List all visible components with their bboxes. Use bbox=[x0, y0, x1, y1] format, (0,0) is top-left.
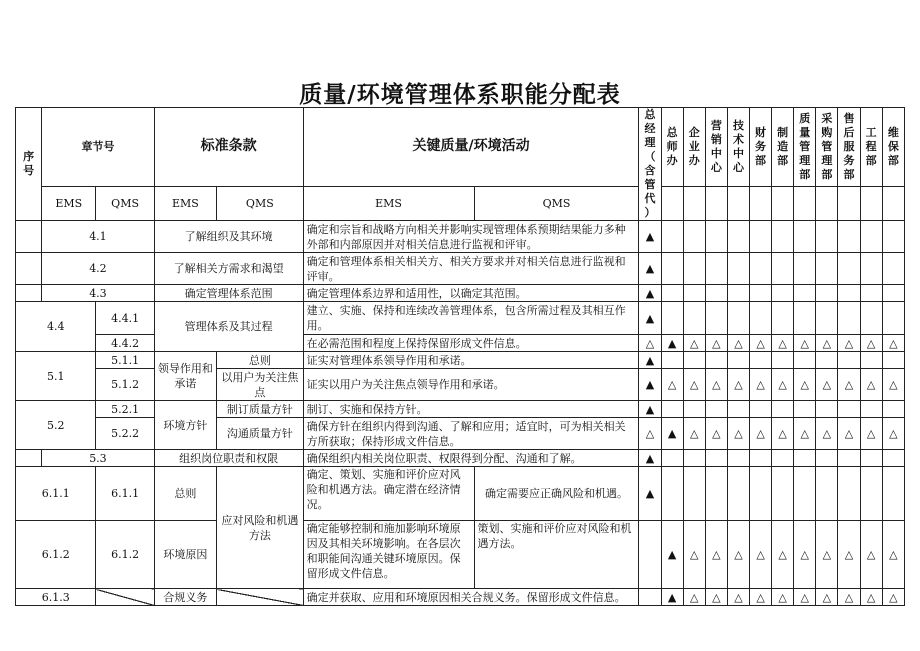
dept-mark-0: ▲ bbox=[639, 467, 661, 521]
dept-mark-11: △ bbox=[882, 521, 904, 589]
seq-header: 序 号 bbox=[16, 108, 42, 221]
dept-mark-6 bbox=[772, 450, 794, 467]
dept-mark-9 bbox=[838, 450, 860, 467]
clause-ems: EMS bbox=[154, 186, 216, 220]
dept-mark-8: △ bbox=[816, 369, 838, 401]
dept-mark-6: △ bbox=[772, 521, 794, 589]
dept-mark-2: △ bbox=[683, 521, 705, 589]
dept-mark-11: △ bbox=[882, 335, 904, 352]
clause-cell: 组织岗位职责和权限 bbox=[154, 450, 303, 467]
qms-clause-cell: 以用户为关注焦点 bbox=[217, 369, 303, 401]
activity-cell: 确定并获取、应用和环境原因相关合规义务。保留形成文件信息。 bbox=[303, 589, 639, 606]
chapter-header: 章节号 bbox=[42, 108, 155, 187]
dept-mark-8: △ bbox=[816, 418, 838, 450]
dept-mark-5: △ bbox=[750, 335, 772, 352]
dept-mark-8 bbox=[816, 285, 838, 302]
dept-mark-2 bbox=[683, 352, 705, 369]
dept-mark-2 bbox=[683, 221, 705, 253]
dept-header-10: 工 程 部 bbox=[860, 108, 882, 187]
dept-mark-9: △ bbox=[838, 521, 860, 589]
dept-mark-10: △ bbox=[860, 521, 882, 589]
subchapter-cell: 5.2.2 bbox=[96, 418, 154, 450]
dept-mark-3 bbox=[705, 302, 727, 335]
dept-mark-4 bbox=[727, 401, 749, 418]
dept-mark-3 bbox=[705, 401, 727, 418]
page-title: 质量/环境管理体系职能分配表 bbox=[299, 82, 621, 108]
clause-cell: 合规义务 bbox=[154, 589, 216, 606]
dept-mark-6: △ bbox=[772, 335, 794, 352]
dept-mark-3 bbox=[705, 352, 727, 369]
dept-mark-8 bbox=[816, 221, 838, 253]
dept-mark-1: ▲ bbox=[661, 418, 683, 450]
dept-header-8: 采 购 管 理 部 bbox=[816, 108, 838, 187]
dept-mark-2 bbox=[683, 450, 705, 467]
dept-mark-10: △ bbox=[860, 418, 882, 450]
dept-mark-10: △ bbox=[860, 335, 882, 352]
ems-activity-cell: 确定能够控制和施加影响环境原因及其相关环境影响。在各层次和职能间沟通关键环境原因。保留形成文件信息。 bbox=[303, 521, 474, 589]
dept-mark-3: △ bbox=[705, 521, 727, 589]
dept-mark-2 bbox=[683, 467, 705, 521]
dept-mark-3: △ bbox=[705, 418, 727, 450]
qms-chapter-cell: 6.1.1 bbox=[96, 467, 154, 521]
dept-mark-0: ▲ bbox=[639, 450, 661, 467]
empty-diagonal-cell bbox=[96, 589, 154, 606]
dept-mark-3: △ bbox=[705, 369, 727, 401]
clause-qms: QMS bbox=[217, 186, 303, 220]
dept-mark-10: △ bbox=[860, 369, 882, 401]
dept-mark-4 bbox=[727, 302, 749, 335]
dept-mark-10 bbox=[860, 285, 882, 302]
dept-mark-9 bbox=[838, 285, 860, 302]
dept-mark-6 bbox=[772, 253, 794, 285]
dept-mark-9 bbox=[838, 467, 860, 521]
dept-mark-6 bbox=[772, 285, 794, 302]
dept-mark-2 bbox=[683, 302, 705, 335]
dept-mark-1 bbox=[661, 401, 683, 418]
dept-header-3: 营 销 中 心 bbox=[705, 108, 727, 187]
table-row bbox=[16, 302, 905, 335]
dept-mark-7: △ bbox=[794, 369, 816, 401]
qms-clause-cell: 制订质量方针 bbox=[217, 401, 303, 418]
dept-mark-2 bbox=[683, 285, 705, 302]
clause-cell: 管理体系及其过程 bbox=[154, 302, 303, 352]
header-row-1 bbox=[16, 108, 905, 187]
clause-cell: 了解组织及其环境 bbox=[154, 221, 303, 253]
chapter-cell: 4.2 bbox=[42, 253, 155, 285]
dept-mark-0: ▲ bbox=[639, 352, 661, 369]
dept-mark-5 bbox=[750, 285, 772, 302]
dept-mark-0: ▲ bbox=[639, 369, 661, 401]
dept-header-9: 售 后 服 务 部 bbox=[838, 108, 860, 187]
dept-mark-1 bbox=[661, 253, 683, 285]
dept-mark-6 bbox=[772, 302, 794, 335]
dept-mark-9: △ bbox=[838, 335, 860, 352]
dept-mark-3 bbox=[705, 285, 727, 302]
dept-mark-11 bbox=[882, 401, 904, 418]
dept-mark-6 bbox=[772, 467, 794, 521]
dept-mark-1: △ bbox=[661, 369, 683, 401]
dept-mark-11 bbox=[882, 221, 904, 253]
dept-mark-10 bbox=[860, 221, 882, 253]
table-row bbox=[16, 369, 905, 401]
ems-chapter-cell: 6.1.3 bbox=[16, 589, 96, 606]
dept-mark-4: △ bbox=[727, 418, 749, 450]
dept-mark-11: △ bbox=[882, 589, 904, 606]
dept-mark-4: △ bbox=[727, 369, 749, 401]
dept-mark-0: ▲ bbox=[639, 253, 661, 285]
dept-mark-7 bbox=[794, 401, 816, 418]
dept-mark-5 bbox=[750, 401, 772, 418]
qms-clause-cell: 沟通质量方针 bbox=[217, 418, 303, 450]
dept-mark-0 bbox=[639, 521, 661, 589]
dept-mark-7: △ bbox=[794, 418, 816, 450]
dept-mark-5 bbox=[750, 302, 772, 335]
dept-mark-1 bbox=[661, 221, 683, 253]
dept-mark-0: ▲ bbox=[639, 285, 661, 302]
activity-cell: 建立、实施、保持和连续改善管理体系，包含所需过程及其相互作用。 bbox=[303, 302, 639, 335]
dept-mark-3 bbox=[705, 467, 727, 521]
dept-mark-4 bbox=[727, 221, 749, 253]
dept-mark-10 bbox=[860, 253, 882, 285]
dept-mark-7 bbox=[794, 253, 816, 285]
clause-cell: 了解相关方需求和渴望 bbox=[154, 253, 303, 285]
dept-mark-3 bbox=[705, 450, 727, 467]
dept-mark-9 bbox=[838, 302, 860, 335]
table-row bbox=[16, 253, 905, 285]
dept-mark-11: △ bbox=[882, 418, 904, 450]
activity-cell: 证实对管理体系领导作用和承诺。 bbox=[303, 352, 639, 369]
table-row bbox=[16, 418, 905, 450]
dept-mark-8: △ bbox=[816, 521, 838, 589]
activity-cell: 确保组织内相关岗位职责、权限得到分配、沟通和了解。 bbox=[303, 450, 639, 467]
dept-header-5: 财 务 部 bbox=[750, 108, 772, 187]
dept-mark-7 bbox=[794, 302, 816, 335]
function-allocation-table bbox=[15, 107, 905, 606]
dept-mark-5: △ bbox=[750, 521, 772, 589]
activity-cell: 确定管理体系边界和适用性，以确定其范围。 bbox=[303, 285, 639, 302]
dept-mark-0 bbox=[639, 589, 661, 606]
activity-cell: 确保方针在组织内得到沟通、了解和应用；适宜时，可为相关相关方所获取；保持形成文件信息。 bbox=[303, 418, 639, 450]
dept-mark-2 bbox=[683, 253, 705, 285]
table-row bbox=[16, 352, 905, 369]
qms-chapter-cell: 6.1.2 bbox=[96, 521, 154, 589]
dept-mark-9 bbox=[838, 253, 860, 285]
qms-clause-cell: 总则 bbox=[217, 352, 303, 369]
dept-mark-7: △ bbox=[794, 335, 816, 352]
dept-mark-7 bbox=[794, 450, 816, 467]
chapter-ems: EMS bbox=[42, 186, 96, 220]
dept-mark-1 bbox=[661, 467, 683, 521]
dept-header-1: 总 师 办 bbox=[661, 108, 683, 187]
clause-cell: 环境方针 bbox=[154, 401, 216, 450]
ems-chapter-cell: 6.1.1 bbox=[16, 467, 96, 521]
dept-mark-9: △ bbox=[838, 369, 860, 401]
dept-mark-11 bbox=[882, 253, 904, 285]
table-row bbox=[16, 450, 905, 467]
activity-cell: 制订、实施和保持方针。 bbox=[303, 401, 639, 418]
clause-cell: 确定管理体系范围 bbox=[154, 285, 303, 302]
dept-mark-10 bbox=[860, 467, 882, 521]
dept-mark-2 bbox=[683, 401, 705, 418]
dept-mark-0: △ bbox=[639, 418, 661, 450]
dept-mark-8 bbox=[816, 253, 838, 285]
dept-mark-1 bbox=[661, 285, 683, 302]
table-row bbox=[16, 285, 905, 302]
dept-mark-8 bbox=[816, 401, 838, 418]
dept-mark-1 bbox=[661, 302, 683, 335]
table-row bbox=[16, 589, 905, 606]
dept-mark-9: △ bbox=[838, 418, 860, 450]
dept-mark-5: △ bbox=[750, 589, 772, 606]
dept-mark-11 bbox=[882, 450, 904, 467]
dept-mark-8 bbox=[816, 450, 838, 467]
dept-mark-0: △ bbox=[639, 335, 661, 352]
dept-header-4: 技 术 中 心 bbox=[727, 108, 749, 187]
dept-mark-4 bbox=[727, 285, 749, 302]
dept-mark-7 bbox=[794, 221, 816, 253]
dept-mark-5: △ bbox=[750, 418, 772, 450]
dept-mark-7: △ bbox=[794, 589, 816, 606]
dept-header-2: 企 业 办 bbox=[683, 108, 705, 187]
dept-header-6: 制 造 部 bbox=[772, 108, 794, 187]
dept-mark-1: ▲ bbox=[661, 521, 683, 589]
clause-cell: 环境原因 bbox=[154, 521, 216, 589]
dept-mark-4: △ bbox=[727, 335, 749, 352]
chapter-cell: 4.3 bbox=[42, 285, 155, 302]
dept-mark-5 bbox=[750, 221, 772, 253]
dept-mark-11 bbox=[882, 285, 904, 302]
subchapter-cell: 4.4.2 bbox=[96, 335, 154, 352]
dept-mark-4: △ bbox=[727, 521, 749, 589]
dept-mark-4: △ bbox=[727, 589, 749, 606]
table-row bbox=[16, 401, 905, 418]
ems-chapter-cell: 6.1.2 bbox=[16, 521, 96, 589]
subchapter-cell: 5.1.1 bbox=[96, 352, 154, 369]
dept-mark-7: △ bbox=[794, 521, 816, 589]
dept-mark-2: △ bbox=[683, 589, 705, 606]
dept-mark-10 bbox=[860, 450, 882, 467]
dept-mark-4 bbox=[727, 352, 749, 369]
dept-mark-5 bbox=[750, 352, 772, 369]
dept-mark-0: ▲ bbox=[639, 302, 661, 335]
dept-mark-6: △ bbox=[772, 589, 794, 606]
qms-activity-cell: 确定需要应正确风险和机遇。 bbox=[474, 467, 639, 521]
dept-mark-4 bbox=[727, 467, 749, 521]
dept-mark-3 bbox=[705, 253, 727, 285]
dept-mark-1 bbox=[661, 352, 683, 369]
dept-mark-10 bbox=[860, 401, 882, 418]
table-row bbox=[16, 521, 905, 589]
dept-mark-8 bbox=[816, 352, 838, 369]
activity-cell: 确定和管理体系相关相关方、相关方要求并对相关信息进行监视和评审。 bbox=[303, 253, 639, 285]
header-row-2 bbox=[16, 186, 905, 220]
activity-qms: QMS bbox=[474, 186, 639, 220]
dept-mark-6: △ bbox=[772, 369, 794, 401]
table-row bbox=[16, 335, 905, 352]
dept-header-0: 总 经 理 （ 含 管 代 ） bbox=[639, 108, 661, 221]
dept-mark-9 bbox=[838, 352, 860, 369]
dept-mark-11: △ bbox=[882, 369, 904, 401]
dept-mark-2: △ bbox=[683, 335, 705, 352]
empty-diagonal-cell bbox=[217, 589, 303, 606]
dept-mark-9: △ bbox=[838, 589, 860, 606]
dept-mark-5 bbox=[750, 450, 772, 467]
dept-mark-10 bbox=[860, 302, 882, 335]
dept-mark-0: ▲ bbox=[639, 401, 661, 418]
table-row bbox=[16, 221, 905, 253]
dept-mark-6 bbox=[772, 352, 794, 369]
clause-cell: 总则 bbox=[154, 467, 216, 521]
dept-mark-1: ▲ bbox=[661, 335, 683, 352]
dept-mark-2: △ bbox=[683, 369, 705, 401]
dept-mark-11 bbox=[882, 302, 904, 335]
table-row bbox=[16, 467, 905, 521]
dept-mark-5 bbox=[750, 467, 772, 521]
chapter-cell: 4.1 bbox=[42, 221, 155, 253]
chapter-cell: 5.3 bbox=[42, 450, 155, 467]
dept-mark-8: △ bbox=[816, 335, 838, 352]
dept-mark-4 bbox=[727, 450, 749, 467]
clause-header: 标准条款 bbox=[154, 108, 303, 187]
dept-mark-10 bbox=[860, 352, 882, 369]
dept-mark-7 bbox=[794, 352, 816, 369]
subchapter-cell: 5.1.2 bbox=[96, 369, 154, 401]
dept-mark-3: △ bbox=[705, 335, 727, 352]
activity-cell: 证实以用户为关注焦点领导作用和承诺。 bbox=[303, 369, 639, 401]
dept-mark-1 bbox=[661, 450, 683, 467]
dept-mark-11 bbox=[882, 467, 904, 521]
dept-mark-10: △ bbox=[860, 589, 882, 606]
dept-mark-9 bbox=[838, 401, 860, 418]
dept-mark-8: △ bbox=[816, 589, 838, 606]
dept-mark-7 bbox=[794, 285, 816, 302]
qms-activity-cell: 策划、实施和评价应对风险和机遇方法。 bbox=[474, 521, 639, 589]
activity-cell: 在必需范围和程度上保持保留形成文件信息。 bbox=[303, 335, 639, 352]
chapter-cell: 5.2 bbox=[16, 401, 96, 450]
dept-mark-0: ▲ bbox=[639, 221, 661, 253]
activity-header: 关键质量/环境活动 bbox=[303, 108, 639, 187]
dept-mark-11 bbox=[882, 352, 904, 369]
activity-ems: EMS bbox=[303, 186, 474, 220]
dept-mark-1: ▲ bbox=[661, 589, 683, 606]
dept-mark-5: △ bbox=[750, 369, 772, 401]
activity-cell: 确定和宗旨和战略方向相关并影响实现管理体系预期结果能力多种外部和内部原因并对相关信息进行监视和评审。 bbox=[303, 221, 639, 253]
dept-mark-5 bbox=[750, 253, 772, 285]
dept-mark-7 bbox=[794, 467, 816, 521]
dept-mark-9 bbox=[838, 221, 860, 253]
chapter-cell: 4.4 bbox=[16, 302, 96, 352]
subchapter-cell: 4.4.1 bbox=[96, 302, 154, 335]
dept-header-11: 维 保 部 bbox=[882, 108, 904, 187]
dept-mark-3: △ bbox=[705, 589, 727, 606]
clause-cell: 领导作用和承诺 bbox=[154, 352, 216, 401]
qms-clause-cell: 应对风险和机遇方法 bbox=[217, 467, 303, 589]
dept-header-7: 质 量 管 理 部 bbox=[794, 108, 816, 187]
ems-activity-cell: 确定、策划、实施和评价应对风险和机遇方法。确定潜在经济情况。 bbox=[303, 467, 474, 521]
dept-mark-8 bbox=[816, 467, 838, 521]
chapter-cell: 5.1 bbox=[16, 352, 96, 401]
dept-mark-6: △ bbox=[772, 418, 794, 450]
dept-mark-8 bbox=[816, 302, 838, 335]
dept-mark-3 bbox=[705, 221, 727, 253]
chapter-qms: QMS bbox=[96, 186, 154, 220]
dept-mark-6 bbox=[772, 401, 794, 418]
dept-mark-6 bbox=[772, 221, 794, 253]
subchapter-cell: 5.2.1 bbox=[96, 401, 154, 418]
dept-mark-4 bbox=[727, 253, 749, 285]
dept-mark-2: △ bbox=[683, 418, 705, 450]
